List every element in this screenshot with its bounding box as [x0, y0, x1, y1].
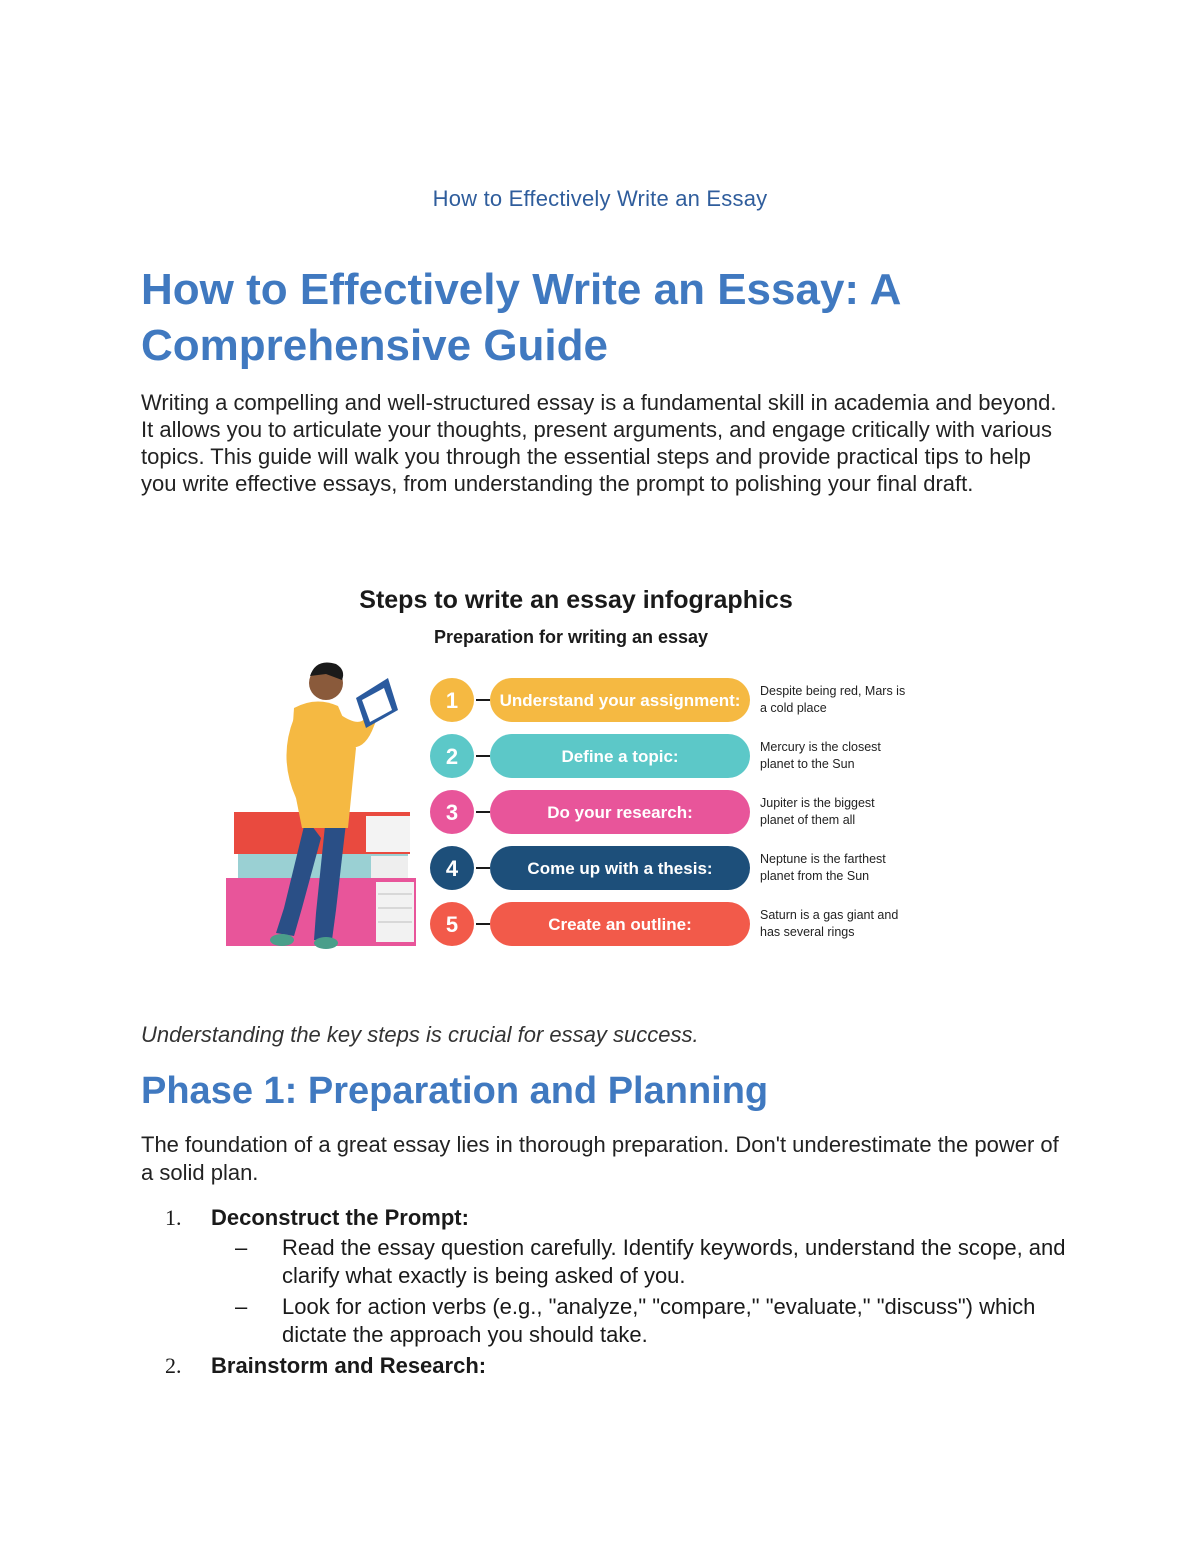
sub-list-text: Read the essay question carefully. Identify keywords, understand the scope, and clarify what exactly is being asked of you.: [282, 1235, 1066, 1288]
step-label: Do your research:: [547, 803, 693, 822]
step-row: [430, 790, 875, 834]
step-label: Define a topic:: [561, 747, 679, 766]
intro-paragraph: Writing a compelling and well-structured essay is a fundamental skill in academia and beyond. It allows you to articulate your thoughts, present arguments, and engage critically with various topics. This guide will walk you through the essential steps and provide practical tips to help you write effective essays, from understanding the prompt to polishing your final draft.: [141, 390, 1057, 496]
page-title: How to Effectively Write an Essay: A Comprehensive Guide: [141, 265, 900, 370]
list-item-title: Brainstorm and Research:: [211, 1353, 487, 1378]
phase-intro: The foundation of a great essay lies in thorough preparation. Don't underestimate the power of a solid plan.: [141, 1132, 1059, 1185]
step-label: Create an outline:: [548, 915, 692, 934]
step-note: has several rings: [760, 925, 855, 939]
infographic-subtitle: Preparation for writing an essay: [433, 627, 709, 647]
infographic-title: Steps to write an essay infographics: [359, 586, 793, 614]
step-note: a cold place: [760, 701, 827, 715]
step-note: Neptune is the farthest: [760, 852, 886, 866]
list-item-title: Deconstruct the Prompt:: [211, 1205, 469, 1230]
step-row: [430, 678, 905, 722]
steps-group: [430, 678, 905, 946]
sub-list-item: [211, 1234, 1071, 1290]
step-label: Come up with a thesis:: [527, 859, 713, 878]
step-note: Mercury is the closest: [760, 740, 881, 754]
list-item: [141, 1204, 1071, 1349]
list-item: [141, 1352, 1071, 1380]
list-number: 1.: [165, 1205, 182, 1230]
phase-steps-list: [141, 1204, 1071, 1380]
step-row: [430, 902, 898, 946]
step-row: [430, 846, 886, 890]
infographic-image: [156, 548, 996, 1000]
step-number: 5: [445, 912, 459, 937]
step-note: Jupiter is the biggest: [760, 796, 875, 810]
step-note: planet to the Sun: [760, 757, 855, 771]
step-label: Understand your assignment:: [499, 691, 741, 710]
step-row: [430, 734, 881, 778]
step-note: Saturn is a gas giant and: [760, 908, 899, 922]
phase-heading: Phase 1: Preparation and Planning: [141, 1070, 769, 1112]
step-note: planet of them all: [760, 813, 856, 827]
bullet-dash: –: [235, 1235, 248, 1260]
list-number: 2.: [165, 1353, 182, 1378]
figure-caption: Understanding the key steps is crucial for essay success.: [141, 1022, 699, 1047]
step-note: Despite being red, Mars is: [760, 684, 906, 698]
step-number: 2: [445, 744, 459, 769]
sub-list-item: [211, 1293, 1071, 1349]
step-number: 3: [445, 800, 459, 825]
page-header: How to Effectively Write an Essay: [432, 186, 768, 211]
bullet-dash: –: [235, 1294, 248, 1319]
step-note: planet from the Sun: [760, 869, 870, 883]
sub-list-text: Look for action verbs (e.g., "analyze," "compare," "evaluate," "discuss") which dictate the approach you should take.: [282, 1294, 1036, 1347]
sub-list: [211, 1234, 1071, 1349]
step-number: 4: [445, 856, 459, 881]
step-number: 1: [445, 688, 459, 713]
